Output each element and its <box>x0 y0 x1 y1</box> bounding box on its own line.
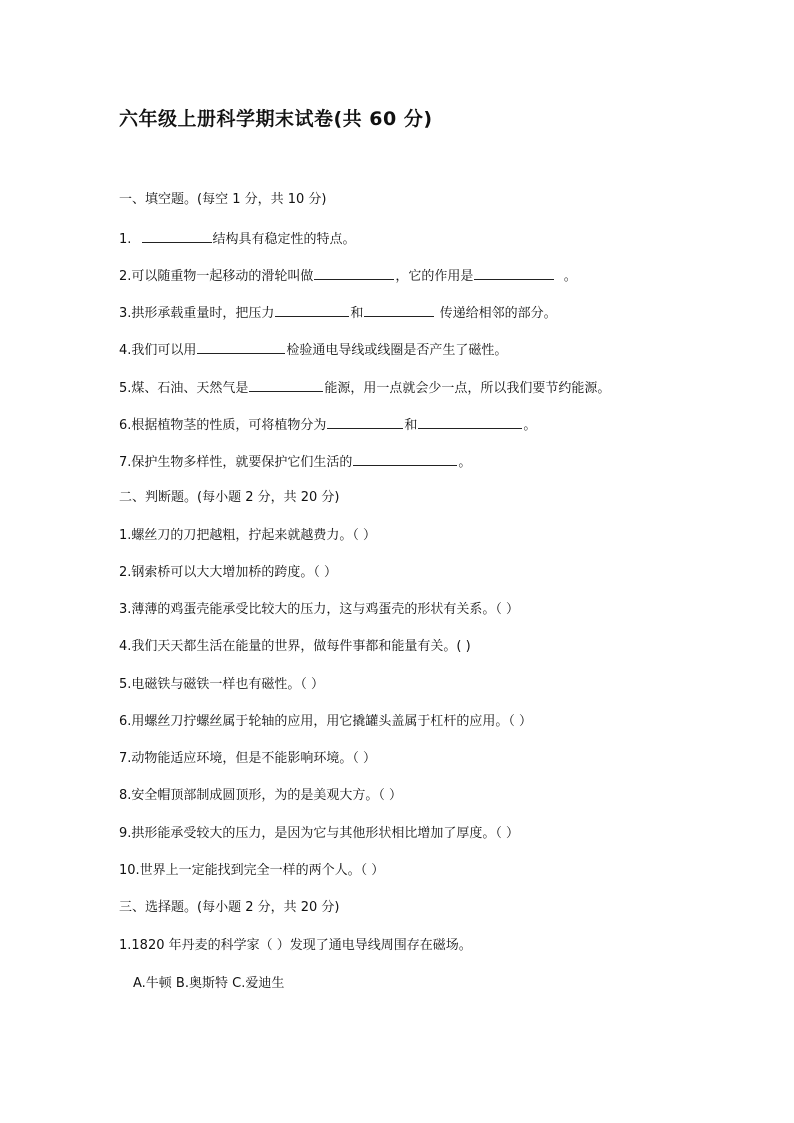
question-tf-1: 1.螺丝刀的刀把越粗，拧起来就越费力。（ ） <box>119 528 377 543</box>
question-fill-1 <box>119 229 356 249</box>
question-tf-2: 2.钢索桥可以大大增加桥的跨度。（ ） <box>119 565 338 580</box>
question-text: 。 <box>523 418 537 433</box>
question-fill-2 <box>119 266 577 286</box>
question-tf-8: 8.安全帽顶部制成圆顶形，为的是美观大方。（ ） <box>119 788 403 803</box>
answer-blank[interactable] <box>327 415 403 429</box>
answer-blank[interactable] <box>249 378 323 392</box>
question-fill-6 <box>119 415 536 435</box>
question-text: 检验通电导线或线圈是否产生了磁性。 <box>286 343 508 358</box>
section-heading-multiple-choice: 三、选择题。(每小题 2 分，共 20 分) <box>119 900 340 915</box>
question-tf-5: 5.电磁铁与磁铁一样也有磁性。（ ） <box>119 677 325 692</box>
question-fill-7 <box>119 452 471 472</box>
answer-blank[interactable] <box>353 452 457 466</box>
question-fill-4 <box>119 340 507 360</box>
question-tf-4: 4.我们天天都生活在能量的世界，做每件事都和能量有关。( ) <box>119 639 471 654</box>
answer-blank[interactable] <box>364 303 434 317</box>
question-text: 2.可以随重物一起移动的滑轮叫做 <box>119 269 314 284</box>
question-text: 3.拱形承载重量时，把压力 <box>119 306 275 321</box>
question-text: 5.煤、石油、天然气是 <box>119 381 249 396</box>
answer-blank[interactable] <box>314 266 394 280</box>
section-heading-true-false: 二、判断题。(每小题 2 分，共 20 分) <box>119 490 340 505</box>
question-text: 7.保护生物多样性，就要保护它们生活的 <box>119 455 353 470</box>
answer-blank[interactable] <box>275 303 349 317</box>
question-text: 结构具有稳定性的特点。 <box>212 232 356 247</box>
question-number: 1. <box>119 232 132 247</box>
question-text: ，它的作用是 <box>395 269 474 284</box>
answer-blank[interactable] <box>142 229 212 243</box>
question-fill-5 <box>119 378 610 398</box>
answer-blank[interactable] <box>418 415 522 429</box>
question-text: 和 <box>404 418 418 433</box>
question-text: 。 <box>458 455 472 470</box>
page-title: 六年级上册科学期末试卷(共 60 分) <box>119 108 433 130</box>
question-text: 能源，用一点就会少一点，所以我们要节约能源。 <box>324 381 611 396</box>
question-tf-6: 6.用螺丝刀拧螺丝属于轮轴的应用，用它撬罐头盖属于杠杆的应用。（ ） <box>119 714 533 729</box>
question-tf-9: 9.拱形能承受较大的压力，是因为它与其他形状相比增加了厚度。（ ） <box>119 826 520 841</box>
question-choice-1-options: A.牛顿 B.奥斯特 C.爱迪生 <box>133 976 285 991</box>
answer-blank[interactable] <box>474 266 554 280</box>
question-text: 4.我们可以用 <box>119 343 197 358</box>
question-text: 6.根据植物茎的性质，可将植物分为 <box>119 418 327 433</box>
answer-blank[interactable] <box>197 340 285 354</box>
question-text: 传递给相邻的部分。 <box>439 306 557 321</box>
question-tf-7: 7.动物能适应环境，但是不能影响环境。（ ） <box>119 751 377 766</box>
question-text: 和 <box>350 306 364 321</box>
question-choice-1: 1.1820 年丹麦的科学家（ ）发现了通电导线周围存在磁场。 <box>119 938 472 953</box>
question-tf-3: 3.薄薄的鸡蛋壳能承受比较大的压力，这与鸡蛋壳的形状有关系。（ ） <box>119 602 520 617</box>
section-heading-fill-in: 一、填空题。(每空 1 分，共 10 分) <box>119 192 327 207</box>
question-fill-3 <box>119 303 557 323</box>
question-tf-10: 10.世界上一定能找到完全一样的两个人。（ ） <box>119 863 385 878</box>
question-text: 。 <box>563 269 577 284</box>
